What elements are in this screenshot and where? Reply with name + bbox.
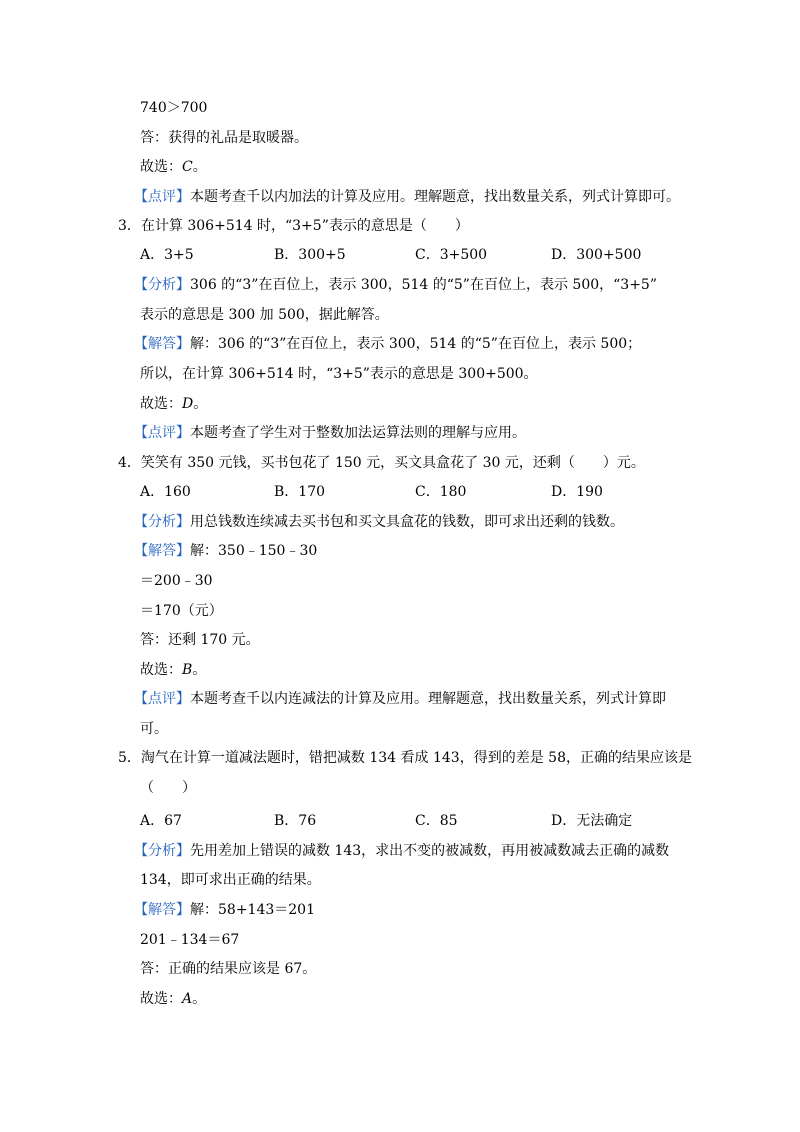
q2-review xyxy=(134,187,680,207)
analysis-tag: 【分析】 xyxy=(134,277,190,293)
q2-compare: 740＞700 xyxy=(140,100,208,116)
review-tag: 【点评】 xyxy=(134,189,190,205)
solution-tag: 【解答】 xyxy=(134,543,190,559)
choice-suffix: 。 xyxy=(192,991,207,1007)
question-text: 笑笑有 350 元钱，买书包花了 150 元，买文具盒花了 30 元，还剩（ ）元。 xyxy=(140,455,645,471)
analysis-text: 用总钱数连续减去买书包和买文具盒花的钱数，即可求出还剩的钱数。 xyxy=(190,514,624,530)
q3-stem xyxy=(118,216,469,236)
q4-stem xyxy=(118,453,645,473)
q5-option-c: C．85 xyxy=(415,813,458,829)
q3-review xyxy=(134,423,526,443)
choice-prefix: 故选： xyxy=(140,159,182,175)
review-text: 本题考查千以内加法的计算及应用。理解题意，找出数量关系，列式计算即可。 xyxy=(190,189,680,205)
q4-option-c: C．180 xyxy=(415,484,467,500)
q2-answer: 答：获得的礼品是取暖器。 xyxy=(140,130,308,146)
q5-stem xyxy=(118,748,692,768)
q4-option-d: D．190 xyxy=(551,484,603,500)
q3-solution xyxy=(134,334,641,354)
q3-solution-cont: 所以，在计算 306+514 时，“3+5”表示的意思是 300+500。 xyxy=(140,366,538,382)
choice-suffix: 。 xyxy=(193,396,208,412)
review-tag: 【点评】 xyxy=(134,691,190,707)
choice-letter: D xyxy=(182,396,194,412)
question-number: 4． xyxy=(118,455,141,471)
choice-letter: C xyxy=(182,159,193,175)
question-number: 3． xyxy=(118,218,141,234)
q3-option-b: B．300+5 xyxy=(274,247,346,263)
q4-analysis xyxy=(134,512,624,532)
choice-letter: B xyxy=(182,662,193,678)
solution-tag: 【解答】 xyxy=(134,902,190,918)
choice-prefix: 故选： xyxy=(140,991,182,1007)
analysis-text: 306 的“3”在百位上，表示 300，514 的“5”在百位上，表示 500，“3+5” xyxy=(190,277,657,293)
question-text: 在计算 306+514 时，“3+5”表示的意思是（ ） xyxy=(140,218,469,234)
choice-prefix: 故选： xyxy=(140,396,182,412)
solution-text: 解：58+143＝201 xyxy=(190,902,315,918)
choice-prefix: 故选： xyxy=(140,662,182,678)
q3-analysis xyxy=(134,275,657,295)
solution-text: 解：350﹣150﹣30 xyxy=(190,543,318,559)
analysis-tag: 【分析】 xyxy=(134,843,190,859)
q3-analysis-cont: 表示的意思是 300 加 500，据此解答。 xyxy=(140,307,389,323)
q5-choice xyxy=(140,989,206,1009)
review-text: 本题考查了学生对于整数加法运算法则的理解与应用。 xyxy=(190,425,526,441)
q5-option-a: A．67 xyxy=(140,813,182,829)
analysis-text: 先用差加上错误的减数 143，求出不变的被减数，再用被减数减去正确的减数 xyxy=(190,843,670,859)
q3-option-d: D．300+500 xyxy=(551,247,642,263)
q4-solution-step2: ＝200﹣30 xyxy=(140,573,213,589)
question-text: 淘气在计算一道减法题时，错把减数 134 看成 143，得到的差是 58，正确的结果应该是 xyxy=(140,750,692,766)
choice-letter: A xyxy=(182,991,193,1007)
question-number: 5． xyxy=(118,750,141,766)
choice-suffix: 。 xyxy=(192,159,207,175)
q5-answer: 答：正确的结果应该是 67。 xyxy=(140,961,317,977)
solution-text: 解：306 的“3”在百位上，表示 300，514 的“5”在百位上，表示 500； xyxy=(190,336,642,352)
q2-choice xyxy=(140,157,207,177)
q5-stem-cont: （ ） xyxy=(140,780,196,796)
q5-analysis xyxy=(134,841,669,861)
q4-choice xyxy=(140,660,206,680)
q5-solution-step2: 201﹣134＝67 xyxy=(140,932,240,948)
q3-choice xyxy=(140,394,207,414)
review-tag: 【点评】 xyxy=(134,425,190,441)
review-text: 本题考查千以内连减法的计算及应用。理解题意，找出数量关系，列式计算即 xyxy=(190,691,666,707)
q4-review xyxy=(134,689,666,709)
q4-option-a: A．160 xyxy=(140,484,191,500)
q4-option-b: B．170 xyxy=(274,484,326,500)
q5-option-b: B．76 xyxy=(274,813,317,829)
q4-solution xyxy=(134,541,317,561)
q4-answer: 答：还剩 170 元。 xyxy=(140,632,260,648)
choice-suffix: 。 xyxy=(192,662,207,678)
q3-option-c: C．3+500 xyxy=(415,247,488,263)
q4-solution-step3: ＝170（元） xyxy=(140,603,223,619)
analysis-tag: 【分析】 xyxy=(134,514,190,530)
q4-review-cont: 可。 xyxy=(140,721,168,737)
q5-solution xyxy=(134,900,315,920)
q5-option-d: D．无法确定 xyxy=(551,813,633,829)
q3-option-a: A．3+5 xyxy=(140,247,194,263)
solution-tag: 【解答】 xyxy=(134,336,190,352)
q5-analysis-cont: 134，即可求出正确的结果。 xyxy=(140,872,321,888)
